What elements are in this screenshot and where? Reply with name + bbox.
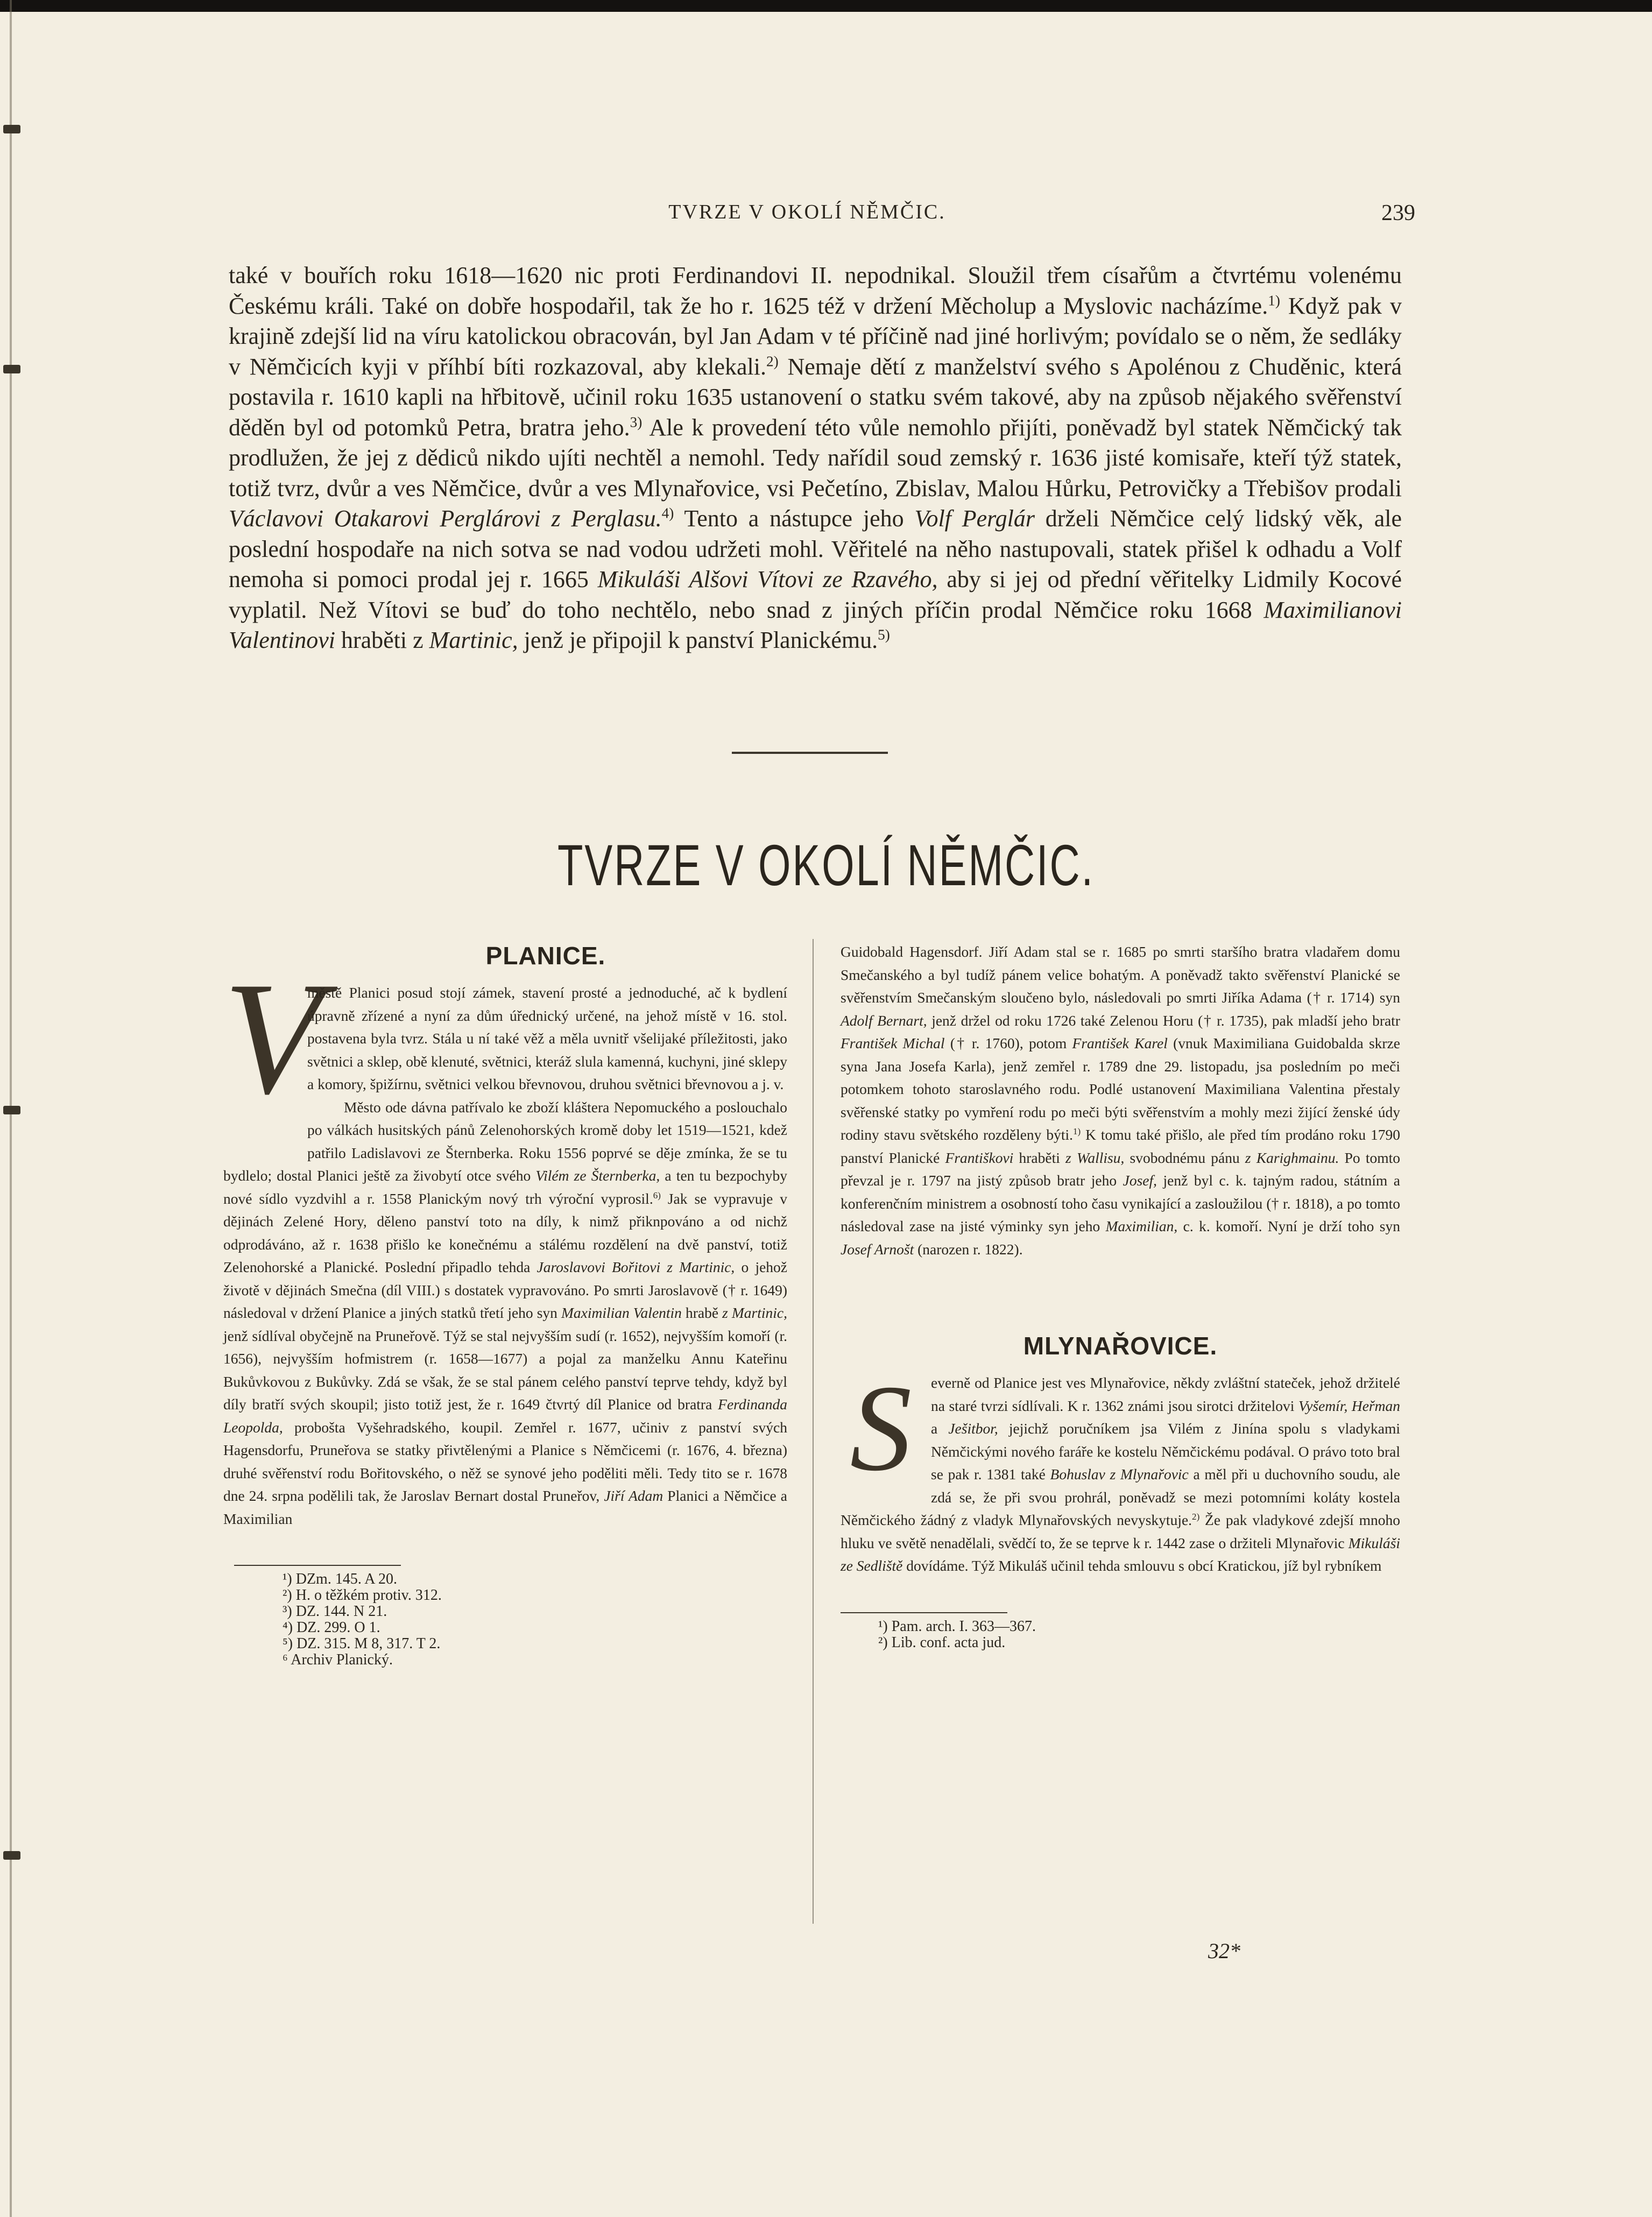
decorative-initial-v: V [223, 949, 322, 1127]
footnote-ref: 4) [661, 505, 674, 521]
binding-mark [3, 1106, 20, 1114]
binding-mark [3, 365, 20, 373]
footnote: ⁴) DZ. 299. O 1. [283, 1619, 380, 1636]
scan-top-edge [0, 0, 1652, 12]
carryover-paragraph: také v bouřích roku 1618—1620 nic proti Ferdinandovi II. nepodnikal. Sloužil třem císařům a čtvrtému volenému Českému králi. Také on dobře hospodařil, tak že ho r. 1625 též v držení Měcholup a Myslovic nacházíme.$^{1)}$ Když pak v krajině zdejší lid na víru katolickou obracován, byl Jan Adam v té příčině nad jiné horlivým; povídalo se o něm, že sedláky v Němčicích kyji v příhbí bíti rozkazoval, aby klekali.$^{2)}$ Nemaje dětí z manželství svého s Apolénou z Chuděnic, která postavila r. 1610 kapli na hřbitově, učinil roku 1635 ustanovení o statku svém takové, aby na způsob nějakého svěřenství děděn byl od potomků Petra, bratra jeho.$^{3)}$ Ale k provedení této vůle nemohlo přijíti, poněvadž byl statek Němčický tak prodlužen, že jej z dědiců nikdo ujíti nechtěl a nemohl. Tedy nařídil soud zemský r. 1636 jisté komisaře, kteří týž statek, totiž tvrz, dvůr a ves Němčice, dvůr a ves Mlynařovice, vsi Pečetíno, Zbislav, Malou Hůrku, Petrovičky a Třebišov prodali Václavovi Otakarovi Perglárovi z Perglasu.$^{4)}$ Tento a nástupce jeho Volf Perglár drželi Němčice celý lidský věk, ale poslední hospodaře na nich sotva se nad vodou udržeti mohl. Věřitelé na něho nastupovali, statek přišel k odhadu a Volf nemoha si pomoci prodal jej r. 1665 Mikuláši Alšovi Vítovi ze Rzavého, aby si jej od přední věřitelky Lidmily Kocové vyplatil. Než Vítovi se buď do toho nechtělo, nebo snad z jiných příčin prodal Němčice roku 1668 Maximilianovi Valentinovi hraběti z Martinic, jenž je připojil k panství Planickému.$^{5)}$ [229, 262, 1402, 653]
section-divider [732, 752, 888, 754]
footnote-ref: 1) [1268, 292, 1280, 308]
footnote-ref: 1) [1072, 1126, 1081, 1136]
footnote: ⁶ Archiv Planický. [283, 1651, 393, 1668]
mlynarovice-paragraph: everně od Planice jest ves Mlynařovice, někdy zvláštní stateček, jehož držitelé na staré tvrzi sídlívali. K r. 1362 známi jsou sirotci držitelovi Vyšemír, Heřman a Ješitbor, jejichž poručníkem jsa Vilém z Jinína spolu s vladykami Němčickými nového faráře ke kostelu Němčickému podával. O právo toto bral se pak r. 1381 také Bohuslav z Mlynařovic a měl při u duchovního soudu, ale zdá se, že při svou prohrál, poněvadž se mezi potomními koláty kostela Němčického žádný z vladyk Mlynařovských nevyskytuje.$^{2)}$ Že pak vladykové zdejší mnoho hluku ve světě nenadělali, svědčí to, že se teprve k r. 1442 zase o držiteli Mlynařovic Mikuláši ze Sedliště dovídáme. Týž Mikuláš učinil tehda smlouvu s obcí Kratickou, jíž byl rybníkem [841, 1374, 1401, 1574]
subsection-heading-planice: PLANICE. [485, 942, 606, 970]
footnote-rule [234, 1565, 401, 1566]
binding-mark [3, 1851, 20, 1860]
planice-history-paragraph: Město ode dávna patřívalo ke zboží kláštera Nepomuckého a poslouchalo po válkách husitských pánů Zelenohorských kromě doby let 1519—1521, kdež patřilo Ladislavovi ze Šternberka. Roku 1556 poprvé se děje zmínka, že se tu bydlelo; dostal Planici ještě za živobytí otce svého Vilém ze Šternberka, a ten tu bezpochyby nové sídlo vyzdvihl a r. 1558 Planickým nový trh výroční vyprosil.$^{6)}$ Jak se vypravuje v dějinách Zelené Hory, děleno panství toto na díly, k nimž přiknpováno a od nichž odprodáváno, až r. 1638 přišlo ke konečnému a stálému rozdělení na dvě panství, totiž Zelenohorské a Planické. Poslední připadlo tehda Jaroslavovi Bořitovi z Martinic, o jehož životě v dějinách Smečna (díl VIII.) s dostatek vypravováno. Po smrti Jaroslavově († r. 1649) následoval v držení Planice a jiných statků třetí jeho syn Maximilian Valentin hrabě z Martinic, jenž sídlíval obyčejně na Pruneřově. Týž se stal nejvyšším sudí (r. 1652), nejvyšším komoří (r. 1656), nejvyšším hofmistrem (r. 1658—1677) a pojal za manželku Annu Kateřinu Bukůvkovou z Bukůvky. Zdá se však, že se stal pánem celého panství teprve tehdy, když byl díly bratří svých skoupil; jisto totiž jest, že r. 1649 čtvrtý díl Planice od bratra Ferdinanda Leopolda, probošta Vyšehradského, koupil. Zemřel r. 1677, učiniv z panství svých Hagensdorfu, Pruneřova se statky přivtělenými a Planice s Němčicemi (r. 1676, 4. března) druhé svěřenství rodu Bořitovského, o něž se synové jeho poděliti měli. Tedy tito se r. 1678 dne 24. srpna podělili tak, že Jaroslav Bernart dostal Pruneřov, Jiří Adam Planici a Němčice a Maximilian [223, 1098, 788, 1527]
footnote-rule [841, 1612, 1007, 1613]
decorative-initial-s: S [850, 1359, 912, 1496]
page-number: 239 [1381, 201, 1415, 225]
spacer [841, 1261, 1400, 1315]
planice-intro-paragraph: městě Planici posud stojí zámek, stavení prosté a jednoduché, ač k bydlení úpravně zřízené a nyní za dům úřednický určené, na jehož místě v 16. stol. postavena byla tvrz. Stála u ní také věž a měla uvnitř všelijaké příležitosti, jako světnici a sklep, obě klenuté, světnici, kteráž slula kamenná, kuchyni, jiné sklepy a komory, špižírnu, světnici velkou břevnovou, druhou světnici břevnovou a j. v. [307, 984, 787, 1092]
footnote: ¹) DZm. 145. A 20. [283, 1571, 397, 1587]
footnote: ²) H. o těžkém protiv. 312. [283, 1587, 442, 1604]
column-divider [813, 939, 814, 1924]
footnote-ref: 2) [1192, 1511, 1200, 1522]
footnote-ref: 3) [630, 413, 643, 430]
left-column [223, 941, 787, 1668]
binding-mark [3, 125, 20, 133]
footnote: ⁵) DZ. 315. M 8, 317. T 2. [283, 1635, 441, 1652]
running-head: TVRZE V OKOLÍ NĚMČIC. [668, 201, 946, 223]
footnote-ref: 2) [766, 352, 779, 369]
footnote: ²) Lib. conf. acta jud. [878, 1634, 1006, 1651]
footnote: ¹) Pam. arch. I. 363—367. [878, 1618, 1036, 1635]
right-column [841, 941, 1400, 1651]
subsection-heading-mlynarovice: MLYNAŘOVICE. [1023, 1332, 1218, 1360]
footnote-ref: 5) [878, 626, 890, 643]
footnote-ref: 6) [653, 1190, 661, 1201]
footnote: ³) DZ. 144. N 21. [283, 1603, 387, 1620]
section-title: TVRZE V OKOLÍ NĚMČIC. [557, 832, 1095, 898]
signature-mark: 32* [1208, 1939, 1240, 1963]
planice-continuation-paragraph: Guidobald Hagensdorf. Jiří Adam stal se r. 1685 po smrti staršího bratra vladařem domu Smečanského a byl tudíž pánem velice bohatým. A poněvadž takto svěřenství Planické se svěřenstvím Smečanským sloučeno bylo, následovali po smrti Jiříka Adama († r. 1714) syn Adolf Bernart, jenž držel od roku 1726 také Zelenou Horu († r. 1735), pak mladší jeho bratr František Michal († r. 1760), potom František Karel (vnuk Maximiliana Guidobalda skrze syna Jana Josefa Karla), jenž zemřel r. 1789 dne 29. listopadu, jsa posledním po meči potomkem tohoto staroslavného rodu. Podlé ustanovení Maximiliana Valentina přestaly svěřenské statky po vymření rodu po meči býti svěřenstvím a mohly mezi žijící ženské údy rodiny stavu světského rozděleny býti.$^{1)}$ K tomu také přišlo, ale před tím prodáno roku 1790 panství Planické Františkovi hraběti z Wallisu, svobodnému pánu z Karighmainu. Po tomto převzal je r. 1797 na jistý způsob bratr jeho Josef, jenž byl c. k. tajným radou, státním a konferenčním ministrem a osobností toho času vynikající a zasloužilou († r. 1818), a po tomto následoval zase na jisté výminky syn jeho Maximilian, c. k. komoří. Nyní je drží toho syn Josef Arnošt (narozen r. 1822). [841, 943, 1400, 1258]
